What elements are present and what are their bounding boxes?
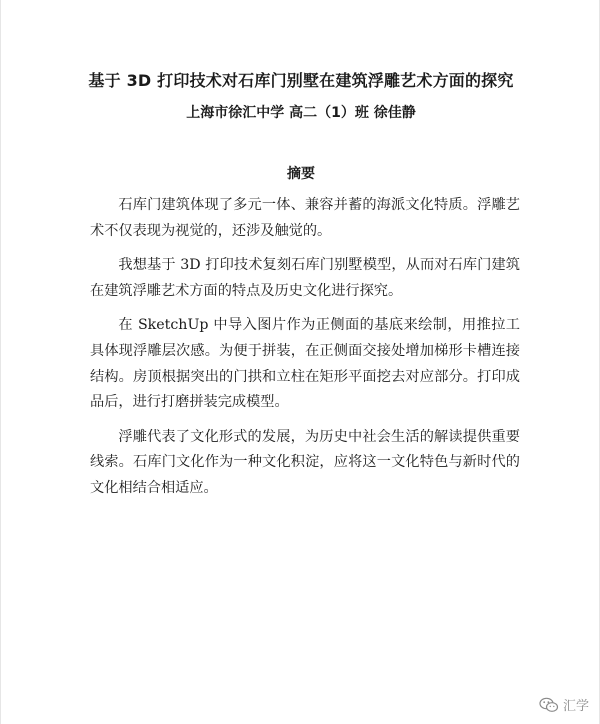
abstract-heading: 摘要 <box>287 166 315 182</box>
paper-title: 基于 3D 打印技术对石库门别墅在建筑浮雕艺术方面的探究 <box>88 71 514 90</box>
watermark <box>539 695 589 714</box>
watermark-text: 汇学 <box>562 699 589 714</box>
abstract-paragraph-4: 浮雕代表了文化形式的发展，为历史中社会生活的解读提供重要线索。石库门文化作为一种文化积淀，应将这一文化特色与新时代的文化相结合相适应。 <box>90 428 520 496</box>
abstract-paragraph-2: 我想基于 3D 打印技术复刻石库门别墅模型，从而对石库门建筑在建筑浮雕艺术方面的特点及历史文化进行探究。 <box>90 257 520 299</box>
author-line: 上海市徐汇中学 高二（1）班 徐佳静 <box>186 105 416 121</box>
abstract-paragraph-1: 石库门建筑体现了多元一体、兼容并蓄的海派文化特质。浮雕艺术不仅表现为视觉的，还涉及触觉的。 <box>90 197 520 239</box>
abstract-paragraph-3: 在 SketchUp 中导入图片作为正侧面的基底来绘制，用推拉工具体现浮雕层次感。为便于拼装，在正侧面交接处增加梯形卡槽连接结构。房顶根据突出的门拱和立柱在矩形平面挖去对应部分。打印成品后，进行打磨拼装完成模型。 <box>90 317 520 411</box>
wechat-icon <box>539 697 559 713</box>
abstract-body <box>90 193 520 511</box>
